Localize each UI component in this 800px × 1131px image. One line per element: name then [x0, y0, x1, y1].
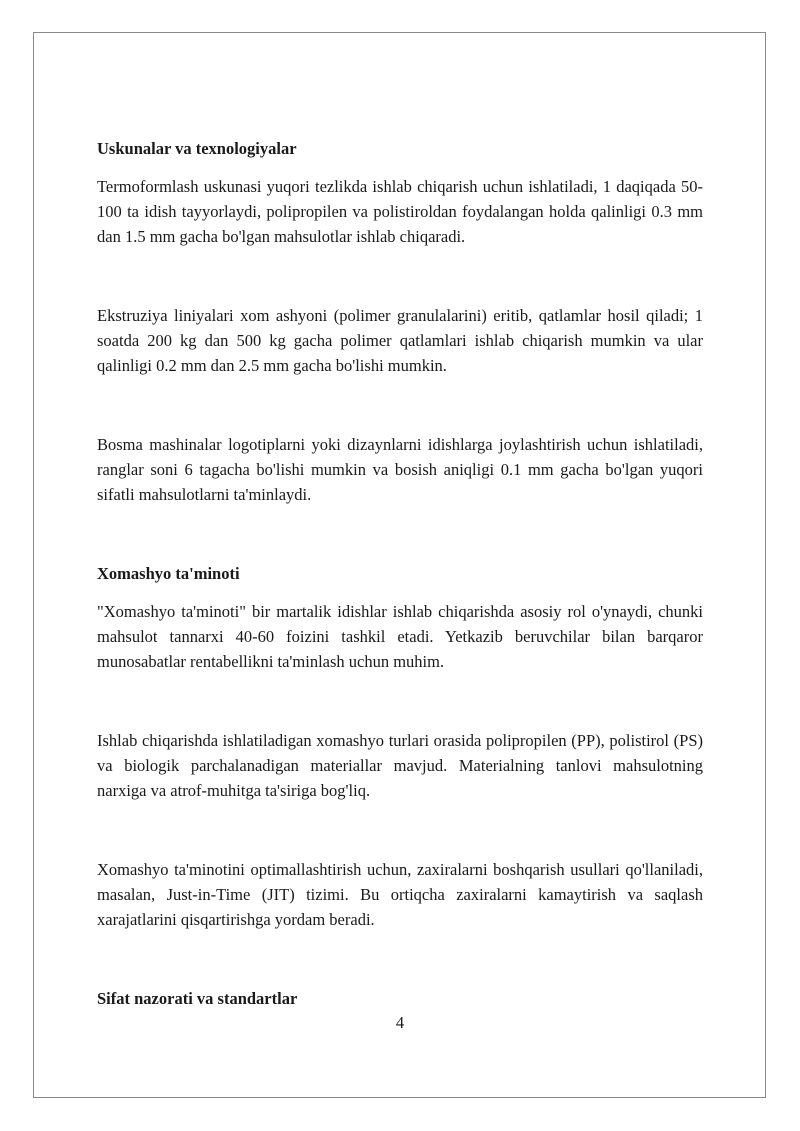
page-number: 4 — [395, 1013, 405, 1032]
paragraph-raw-material-types: Ishlab chiqarishda ishlatiladigan xomashyo turlari orasida polipropilen (PP), polistirol (PS) va biologik parchalanadigan materiallar mavjud. Materialning tanlovi mahsulotning narxiga va atrof-muhitga ta'siriga bog'liq. — [97, 731, 703, 800]
paragraph-supply-optimization: Xomashyo ta'minotini optimallashtirish uchun, zaxiralarni boshqarish usullari qo'llaniladi, masalan, Just-in-Time (JIT) tizimi. Bu ortiqcha zaxiralarni kamaytirish va saqlash xarajatlarini qisqartirishga yordam beradi. — [97, 860, 703, 929]
paragraph-raw-material-role: "Xomashyo ta'minoti" bir martalik idishlar ishlab chiqarishda asosiy rol o'ynaydi, chunki mahsulot tannarxi 40-60 foizini tashkil etadi. Yetkazib beruvchilar bilan barqaror munosabatlar rentabellikni ta'minlash uchun muhim. — [97, 602, 703, 671]
section-heading-raw-materials: Xomashyo ta'minoti — [97, 564, 240, 583]
section-heading-equipment: Uskunalar va texnologiyalar — [97, 139, 297, 158]
paragraph-printing: Bosma mashinalar logotiplarni yoki dizaynlarni idishlarga joylashtirish uchun ishlatiladi, ranglar soni 6 tagacha bo'lishi mumkin va bosish aniqligi 0.1 mm gacha bo'lgan yuqori sifatli mahsulotlarni ta'minlaydi. — [97, 435, 703, 504]
section-heading-quality-control: Sifat nazorati va standartlar — [97, 989, 298, 1008]
paragraph-thermoforming: Termoformlash uskunasi yuqori tezlikda ishlab chiqarish uchun ishlatiladi, 1 daqiqada 50-100 ta idish tayyorlaydi, polipropilen va polistiroldan foydalangan holda qalinligi 0.3 mm dan 1.5 mm gacha bo'lgan mahsulotlar ishlab chiqaradi. — [97, 177, 703, 246]
paragraph-extrusion: Ekstruziya liniyalari xom ashyoni (polimer granulalarini) eritib, qatlamlar hosil qiladi; 1 soatda 200 kg dan 500 kg gacha polimer qatlamlari ishlab chiqarish mumkin va ular qalinligi 0.2 mm dan 2.5 mm gacha bo'lishi mumkin. — [97, 306, 703, 375]
page-content — [97, 136, 703, 1011]
